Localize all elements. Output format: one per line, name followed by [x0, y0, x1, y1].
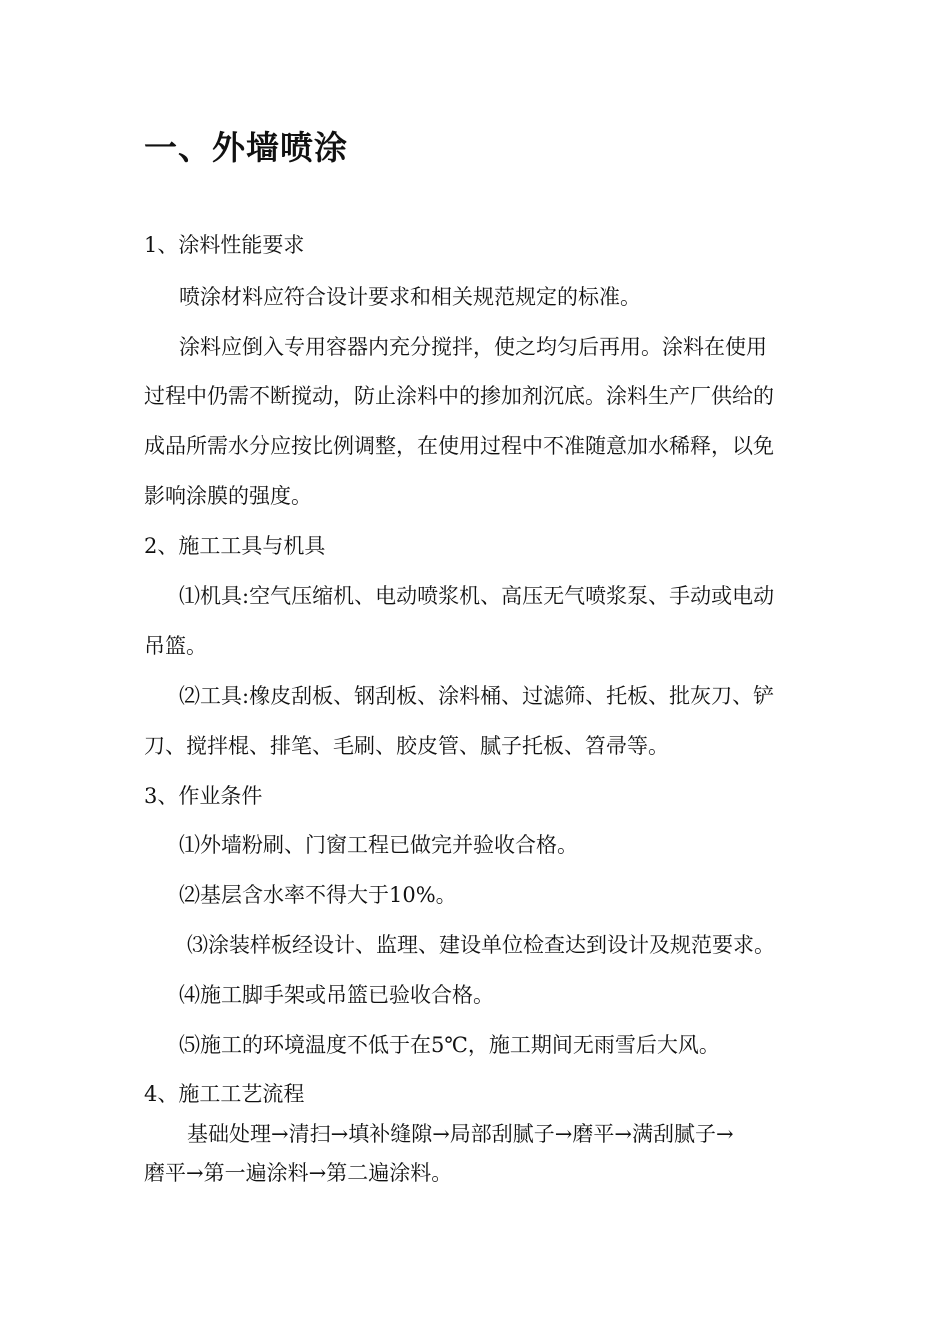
list-item: ⑴外墙粉刷、门窗工程已做完并验收合格。	[179, 833, 578, 857]
list-item: ⑵工具:橡皮刮板、钢刮板、涂料桶、过滤筛、托板、批灰刀、铲	[179, 684, 775, 708]
section-heading-4: 4、施工工艺流程	[144, 1082, 305, 1106]
section-heading-1: 1、涂料性能要求	[144, 233, 305, 257]
list-item: ⑷施工脚手架或吊篮已验收合格。	[179, 983, 494, 1007]
paragraph-line: 喷涂材料应符合设计要求和相关规范规定的标准。	[179, 285, 641, 309]
process-flow-line: 磨平→第一遍涂料→第二遍涂料。	[144, 1161, 453, 1185]
paragraph-line: 成品所需水分应按比例调整，在使用过程中不准随意加水稀释，以免	[144, 434, 774, 458]
list-item: ⑴机具:空气压缩机、电动喷浆机、高压无气喷浆泵、手动或电动	[179, 584, 775, 608]
paragraph-line: 过程中仍需不断搅动，防止涂料中的掺加剂沉底。涂料生产厂供给的	[144, 384, 774, 408]
process-flow-line: 基础处理→清扫→填补缝隙→局部刮腻子→磨平→满刮腻子→	[187, 1122, 734, 1146]
list-item: ⑸施工的环境温度不低于在5℃，施工期间无雨雪后大风。	[179, 1033, 720, 1057]
paragraph-line: 影响涂膜的强度。	[144, 484, 312, 508]
section-heading-3: 3、作业条件	[144, 784, 263, 808]
document-title: 一、外墙喷涂	[144, 128, 348, 167]
paragraph-line: 涂料应倒入专用容器内充分搅拌，使之均匀后再用。涂料在使用	[179, 335, 767, 359]
list-item-continuation: 吊篮。	[144, 634, 207, 658]
list-item: ⑵基层含水率不得大于10%。	[179, 883, 457, 907]
section-heading-2: 2、施工工具与机具	[144, 534, 326, 558]
list-item: ⑶涂装样板经设计、监理、建设单位检查达到设计及规范要求。	[187, 933, 775, 957]
list-item-continuation: 刀、搅拌棍、排笔、毛刷、胶皮管、腻子托板、笤帚等。	[144, 734, 669, 758]
